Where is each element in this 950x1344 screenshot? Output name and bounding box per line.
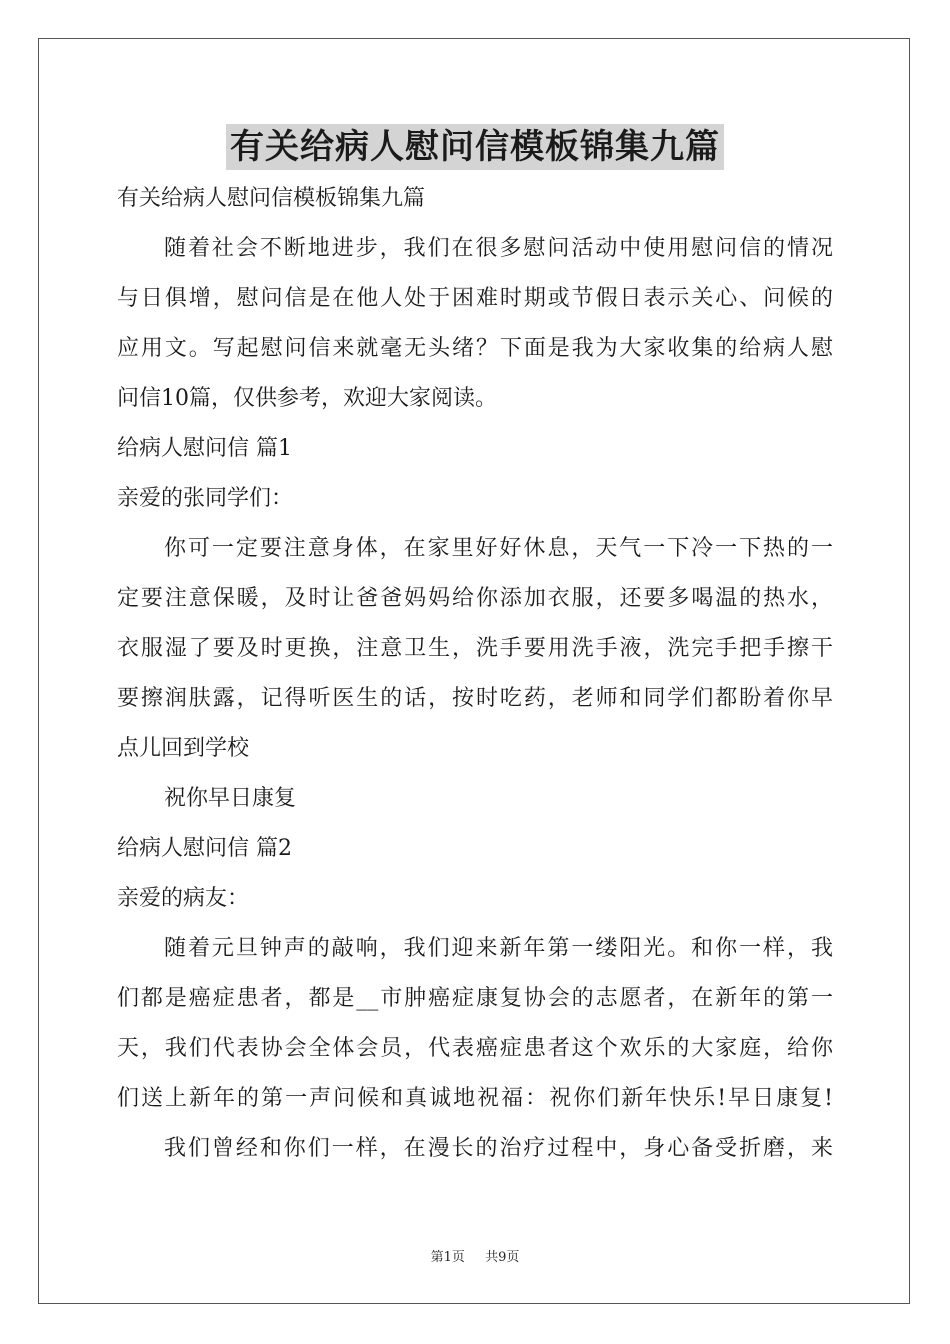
text-line: 点儿回到学校 [117,736,250,761]
text-line: 随着元旦钟声的敲响，我们迎来新年第一缕阳光。和你一样，我 [164,936,833,961]
text-line: 亲爱的病友： [117,886,250,911]
text-line: 问信10篇，仅供参考，欢迎大家阅读。 [117,386,497,411]
text-line: 要擦润肤露，记得听医生的话，按时吃药，老师和同学们都盼着你早 [117,686,833,711]
text-line: 祝你早日康复 [164,786,297,811]
text-line: 我们曾经和你们一样，在漫长的治疗过程中，身心备受折磨，来 [164,1136,833,1161]
text-line: 定要注意保暖，及时让爸爸妈妈给你添加衣服，还要多喝温的热水， [117,586,833,611]
page-number: 第1页 [430,1250,465,1265]
text-line: 应用文。写起慰问信来就毫无头绪？下面是我为大家收集的给病人慰 [117,336,833,361]
text-line: 们都是癌症患者，都是__市肿癌症康复协会的志愿者，在新年的第一 [117,986,833,1011]
page-total: 共9页 [485,1250,520,1265]
text-line: 天，我们代表协会全体会员，代表癌症患者这个欢乐的大家庭，给你 [117,1036,833,1061]
text-line: 你可一定要注意身体，在家里好好休息，天气一下冷一下热的一 [164,536,833,561]
document-title-block [0,124,950,170]
document-title: 有关给病人慰问信模板锦集九篇 [226,124,724,170]
text-line: 随着社会不断地进步，我们在很多慰问活动中使用慰问信的情况 [164,236,833,261]
text-line: 衣服湿了要及时更换，注意卫生，洗手要用洗手液，洗完手把手擦干 [117,636,833,661]
page-footer [0,1246,950,1265]
text-line: 们送上新年的第一声问候和真诚地祝福：祝你们新年快乐!早日康复! [117,1086,833,1111]
text-line: 与日俱增，慰问信是在他人处于困难时期或节假日表示关心、问候的 [117,286,833,311]
text-line: 给病人慰问信 篇1 [117,436,292,461]
text-line: 给病人慰问信 篇2 [117,836,292,861]
text-line: 有关给病人慰问信模板锦集九篇 [117,186,426,211]
text-line: 亲爱的张同学们： [117,486,294,511]
document-body [117,174,833,1174]
